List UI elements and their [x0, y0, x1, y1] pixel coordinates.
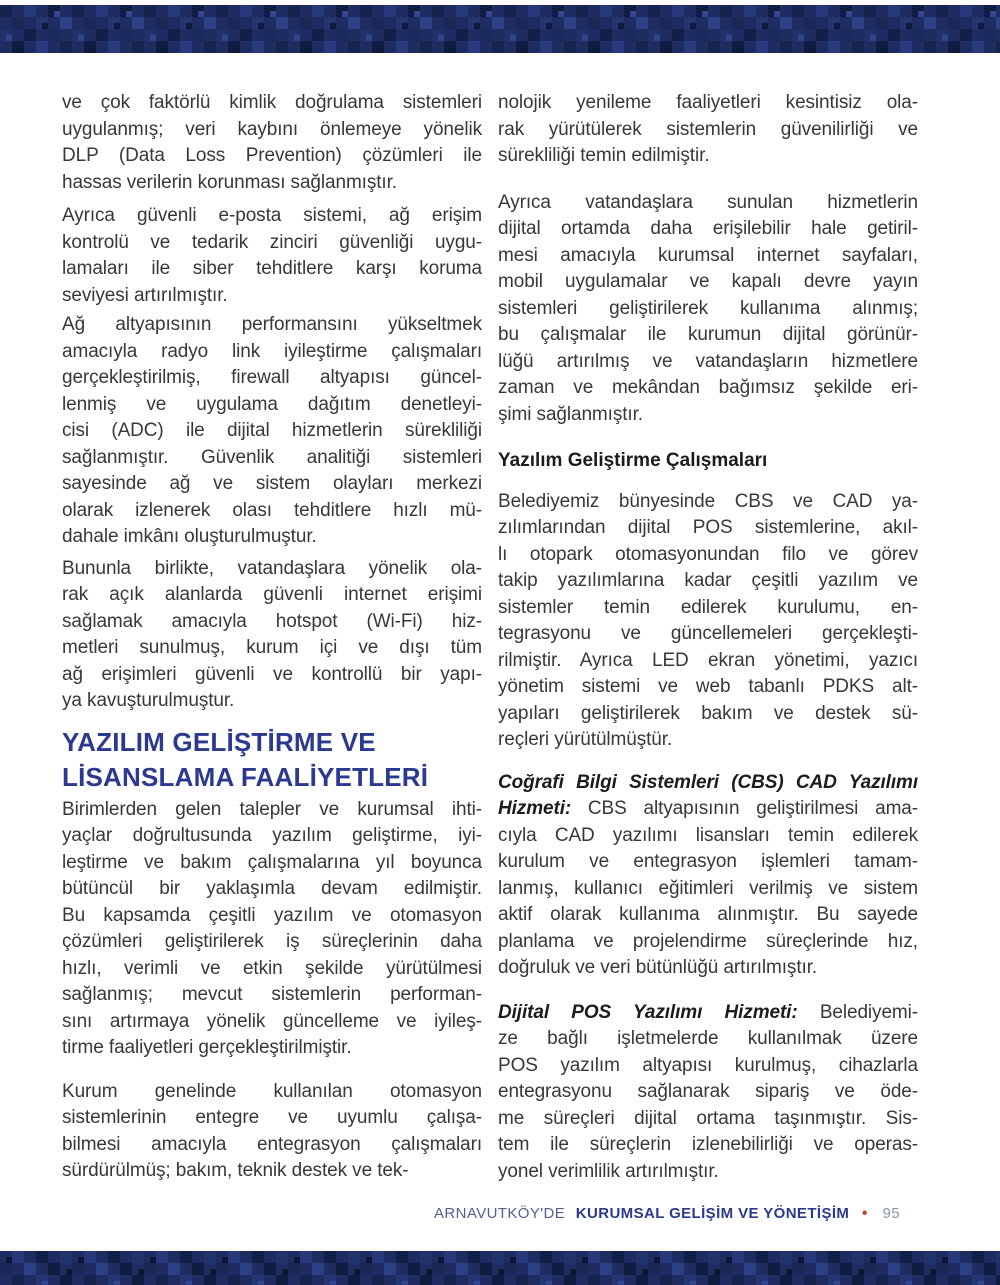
- text-line: Hizmeti: CBS altyapısının geliştirilmesi ama-: [498, 798, 918, 819]
- text-line: sistemleri geliştirilerek kullanıma alınmış;: [498, 297, 918, 319]
- text-line: Belediyemiz bünyesinde CBS ve CAD ya-: [498, 490, 918, 512]
- text-line: ve çok faktörlü kimlik doğrulama sistemleri: [62, 92, 482, 113]
- text-line: cıyla CAD yazılımı lisansları temin edilerek: [498, 824, 918, 846]
- text-line: Yazılım Geliştirme Çalışmaları: [498, 450, 768, 471]
- text-line: me süreçleri dijital ortama taşınmıştır. Sis-: [498, 1107, 918, 1129]
- page-number: 95: [882, 1205, 900, 1222]
- footer-mosaic-band: [0, 1251, 1000, 1285]
- text-line: sayesinde ağ ve sistem olayları merkezi: [62, 473, 482, 494]
- text-line: hassas verilerin korunması sağlanmıştır.: [62, 171, 397, 193]
- text-line: zaman ve mekândan bağımsız şekilde eri-: [498, 377, 918, 398]
- text-line: ağ erişimleri güvenli ve kontrollü bir yapı-: [62, 663, 482, 685]
- paragraph: [498, 489, 918, 754]
- text-line: Ayrıca güvenli e-posta sistemi, ağ erişim: [62, 205, 482, 226]
- text-line: Bununla birlikte, vatandaşlara yönelik ola-: [62, 557, 482, 579]
- footer-report-title: KURUMSAL GELİŞİM VE YÖNETİŞİM: [575, 1205, 850, 1222]
- text-line: amacıyla radyo link iyileştirme çalışmaları: [62, 340, 482, 362]
- text-line: bu çalışmalar ile kurumun dijital görünür-: [498, 324, 918, 345]
- text-line: dahale imkânı oluşturulmuştur.: [62, 526, 317, 547]
- text-line: Ayrıca vatandaşlara sunulan hizmetlerin: [498, 191, 918, 213]
- text-line: mobil uygulamalar ve kapalı devre yayın: [498, 271, 918, 292]
- text-line: yapıları geliştirilerek bakım ve destek sü-: [498, 702, 918, 724]
- text-line: takip yazılımlarına kadar çeşitli yazılım ve: [498, 570, 918, 591]
- text-line: bütüncül bir yaklaşımla devam edilmiştir.: [62, 878, 482, 899]
- text-line: lamaları ile siber tehditlere karşı koruma: [62, 258, 482, 279]
- paragraph: [62, 556, 482, 715]
- text-line: sürekliliği temin edilmiştir.: [498, 145, 710, 166]
- text-line: sürdürülmüş; bakım, teknik destek ve tek-: [62, 1160, 409, 1181]
- paragraph: [498, 770, 918, 982]
- text-line: metleri sunulmuş, kurum içi ve dışı tüm: [62, 637, 482, 658]
- paragraph: [62, 203, 482, 309]
- text-line: seviyesi artırılmıştır.: [62, 284, 228, 306]
- text-line: entegrasyonu sağlanarak sipariş ve öde-: [498, 1081, 918, 1102]
- text-line: reçleri yürütülmüştür.: [498, 729, 673, 750]
- text-line: cisi (ADC) ile dijital hizmetlerin sürekliliği: [62, 420, 482, 441]
- text-line: YAZILIM GELİŞTİRME VE: [62, 726, 376, 757]
- text-line: yaçlar doğrultusunda yazılım geliştirme, iyi-: [62, 825, 482, 846]
- text-line: hızlı, verimli ve etkin şekilde yürütülmesi: [62, 957, 482, 979]
- text-line: sistemler temin edilerek kurulumu, en-: [498, 596, 918, 618]
- text-line: bilmesi amacıyla entegrasyon çalışmaları: [62, 1133, 482, 1155]
- text-line: planlama ve projelendirme süreçlerinde hız,: [498, 930, 918, 952]
- paragraph: [62, 797, 482, 1062]
- text-line: rak açık alanlarda güvenli internet erişimi: [62, 584, 482, 605]
- section-heading: [62, 725, 482, 795]
- text-line: aktif olarak kullanıma alınmıştır. Bu sayede: [498, 904, 918, 925]
- text-line: uygulanmış; veri kaybını önlemeye yönelik: [62, 118, 482, 140]
- text-line: lanmış, kullanıcı eğitimleri verilmiş ve sistem: [498, 877, 918, 899]
- text-line: yonel verimlilik artırılmıştır.: [498, 1160, 719, 1182]
- header-mosaic-band: [0, 5, 1000, 53]
- text-line: şimi sağlanmıştır.: [498, 403, 643, 425]
- text-line: nolojik yenileme faaliyetleri kesintisiz ola-: [498, 92, 918, 113]
- text-line: sistemlerinin entegre ve uyumlu çalışa-: [62, 1107, 482, 1128]
- text-line: doğruluk ve veri bütünlüğü artırılmıştır.: [498, 957, 818, 978]
- text-line: rilmiştir. Ayrıca LED ekran yönetimi, yazıcı: [498, 649, 918, 671]
- text-line: Kurum genelinde kullanılan otomasyon: [62, 1080, 482, 1102]
- footer-bullet-icon: •: [861, 1205, 868, 1222]
- text-line: tem ile süreçlerin izlenebilirliği ve operas-: [498, 1134, 918, 1155]
- paragraph: [62, 90, 482, 196]
- text-line: kurulum ve entegrasyon işlemleri tamam-: [498, 851, 918, 872]
- paragraph: [498, 90, 918, 170]
- text-line: lüğü artırılmış ve vatandaşların hizmetlere: [498, 350, 918, 372]
- text-line: Birimlerden gelen talepler ve kurumsal ihti-: [62, 798, 482, 820]
- text-line: yönetim sistemi ve web tabanlı PDKS alt-: [498, 676, 918, 697]
- text-line: Ağ altyapısının performansını yükseltmek: [62, 314, 482, 335]
- text-line: sağlanmış; mevcut sistemlerin performan-: [62, 984, 482, 1005]
- text-line: DLP (Data Loss Prevention) çözümleri ile: [62, 145, 482, 166]
- text-line: lı otopark otomasyonundan filo ve görev: [498, 543, 918, 565]
- right-column: [498, 88, 918, 1185]
- paragraph: [498, 1000, 918, 1186]
- text-line: tirme faaliyetleri gerçekleştirilmiştir.: [62, 1037, 352, 1058]
- text-line: sağlamak amacıyla hotspot (Wi-Fi) hiz-: [62, 610, 482, 632]
- text-line: zılımlarından dijital POS sistemlerine, akıl-: [498, 517, 918, 538]
- text-line: olarak izlenerek olası tehditlere hızlı mü-: [62, 499, 482, 521]
- mosaic-pattern-top: [0, 5, 1000, 53]
- text-line: gerçekleştirilmiş, firewall altyapısı güncel-: [62, 367, 482, 388]
- text-line: rak yürütülerek sistemlerin güvenilirliği ve: [498, 118, 918, 140]
- text-line: Bu kapsamda çeşitli yazılım ve otomasyon: [62, 904, 482, 926]
- text-line: sını artırmaya yönelik güncelleme ve iyileş-: [62, 1010, 482, 1032]
- text-line: ze bağlı işletmelerde kullanılmak üzere: [498, 1028, 918, 1049]
- paragraph: [62, 1079, 482, 1185]
- text-line: POS yazılım altyapısı kurulmuş, cihazlarla: [498, 1054, 918, 1076]
- mosaic-pattern-bottom: [0, 1251, 1000, 1285]
- text-line: dijital ortamda daha erişilebilir hale getiril-: [498, 218, 918, 239]
- text-line: sağlanmıştır. Güvenlik analitiği sistemleri: [62, 446, 482, 468]
- text-line: tegrasyonu ve güncellemeleri gerçekleşti-: [498, 623, 918, 644]
- page-body: [62, 88, 918, 1185]
- text-line: leştirme ve bakım çalışmalarına yıl boyunca: [62, 851, 482, 873]
- text-line: kontrolü ve tedarik zinciri güvenliği uygu-: [62, 231, 482, 253]
- paragraph: [62, 312, 482, 551]
- text-line: Dijital POS Yazılımı Hizmeti: Belediyemi-: [498, 1001, 918, 1023]
- page-footer: [434, 1205, 900, 1223]
- footer-location: ARNAVUTKÖY'DE: [434, 1205, 566, 1222]
- subsection-heading: [498, 448, 918, 475]
- text-line: LİSANSLAMA FAALİYETLERİ: [62, 761, 429, 792]
- text-line: Coğrafi Bilgi Sistemleri (CBS) CAD Yazılımı: [498, 771, 918, 793]
- left-column: [62, 88, 482, 1185]
- text-line: lenmiş ve uygulama dağıtım denetleyi-: [62, 393, 482, 415]
- text-line: mesi amacıyla kurumsal internet sayfaları,: [498, 244, 918, 266]
- text-line: ya kavuşturulmuştur.: [62, 690, 235, 711]
- text-line: çözümleri geliştirilerek iş süreçlerinin daha: [62, 931, 482, 952]
- paragraph: [498, 190, 918, 429]
